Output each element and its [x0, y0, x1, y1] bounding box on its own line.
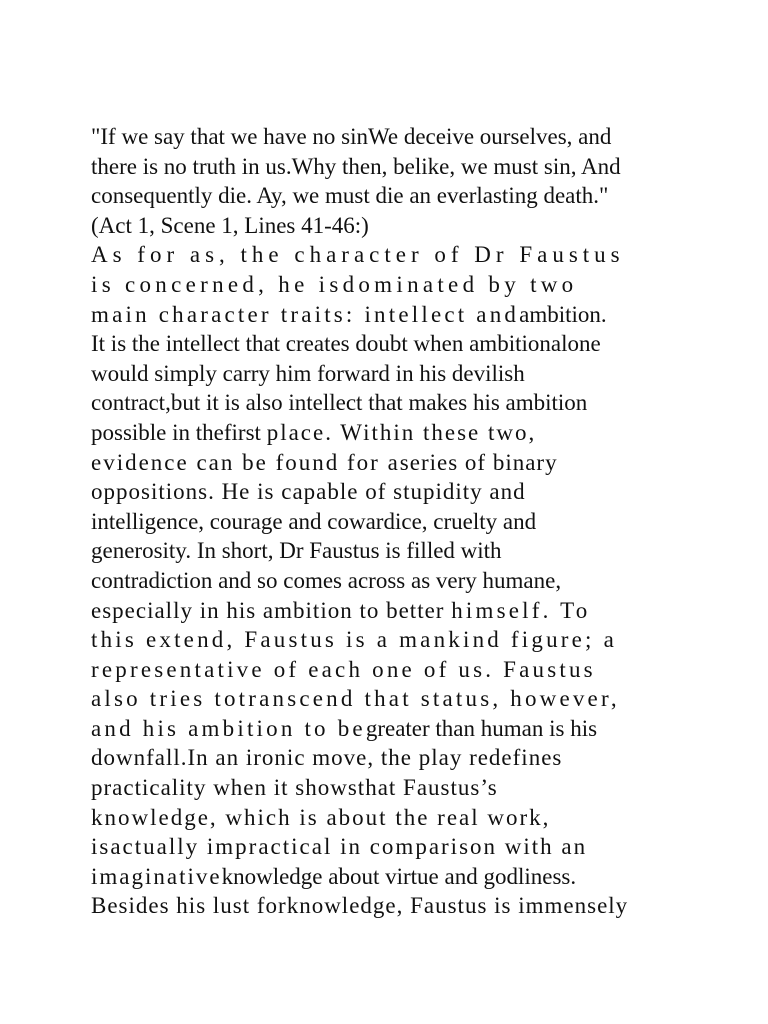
text-line: [91, 773, 691, 803]
body-text: [91, 122, 691, 921]
text-line: [91, 566, 691, 596]
text-segment: ambition.: [519, 301, 607, 327]
text-line: [91, 507, 691, 537]
text-segment: knowledge about virtue and godliness.: [221, 863, 577, 889]
text-line: [91, 625, 691, 655]
text-segment: place. Within these two,: [266, 419, 537, 445]
text-line: [91, 300, 691, 330]
text-line: [91, 359, 691, 389]
text-segment: contract,but it is also intellect that makes his ambition: [91, 390, 588, 416]
text-line: [91, 240, 691, 270]
text-segment: also tries totranscend that status, however,: [91, 686, 620, 712]
text-line: [91, 270, 691, 300]
text-segment: series of binary: [399, 449, 558, 475]
text-segment: main character traits: intellect and: [91, 301, 520, 327]
text-segment: and his ambition to be: [91, 715, 366, 741]
text-segment: (Act 1, Scene 1, Lines 41-46:): [91, 212, 369, 238]
text-segment: imaginative: [91, 863, 222, 889]
text-segment: there is no truth in us.Why then, belike, we must sin, And: [91, 153, 621, 179]
text-segment: downfall.In an ironic move, the play redefines: [91, 745, 563, 771]
text-line: [91, 477, 691, 507]
text-line: [91, 388, 691, 418]
text-segment: representative of each one of us. Faustus: [91, 656, 596, 682]
text-line: [91, 743, 691, 773]
text-segment: practicality when it showsthat Faustus’s: [91, 775, 498, 801]
text-segment: is concerned, he isdominated by two: [91, 271, 578, 297]
text-segment: this extend, Faustus is a mankind figure; a: [91, 627, 617, 653]
text-line: [91, 536, 691, 566]
text-segment: knowledge, which is about the real work,: [91, 804, 551, 830]
text-segment: evidence can be found for a: [91, 449, 400, 475]
text-segment: generosity. In short, Dr Faustus is filled with: [91, 538, 502, 564]
text-segment: "If we say that we have no sinWe deceive ourselves, and: [91, 124, 612, 149]
text-line: [91, 211, 691, 241]
text-segment: especially in his ambition to better: [91, 597, 452, 623]
text-segment: would simply carry him forward in his devilish: [91, 360, 525, 386]
text-segment: intelligence, courage and cowardice, cruelty and: [91, 508, 537, 534]
text-line: [91, 181, 691, 211]
text-line: [91, 152, 691, 182]
text-line: [91, 448, 691, 478]
text-line: [91, 803, 691, 833]
text-line: [91, 684, 691, 714]
text-segment: contradiction and so comes across as very humane,: [91, 567, 562, 593]
text-segment: Besides his lust forknowledge, Faustus is immensely: [91, 893, 629, 919]
text-segment: possible in thefirst: [91, 419, 267, 445]
text-line: [91, 714, 691, 744]
text-line: [91, 418, 691, 448]
text-line: [91, 122, 691, 152]
text-line: [91, 832, 691, 862]
text-segment: oppositions. He is capable of stupidity and: [91, 479, 526, 505]
text-segment: himself. To: [451, 597, 591, 623]
text-line: [91, 329, 691, 359]
text-segment: consequently die. Ay, we must die an everlasting death.": [91, 183, 609, 209]
text-segment: It is the intellect that creates doubt when ambitionalone: [91, 331, 601, 357]
text-line: [91, 655, 691, 685]
text-line: [91, 596, 691, 626]
text-segment: isactually impractical in comparison with an: [91, 834, 588, 860]
text-segment: greater than human is his: [365, 715, 598, 741]
text-line: [91, 891, 691, 921]
text-segment: As for as, the character of Dr Faustus: [91, 242, 625, 268]
text-line: [91, 862, 691, 892]
